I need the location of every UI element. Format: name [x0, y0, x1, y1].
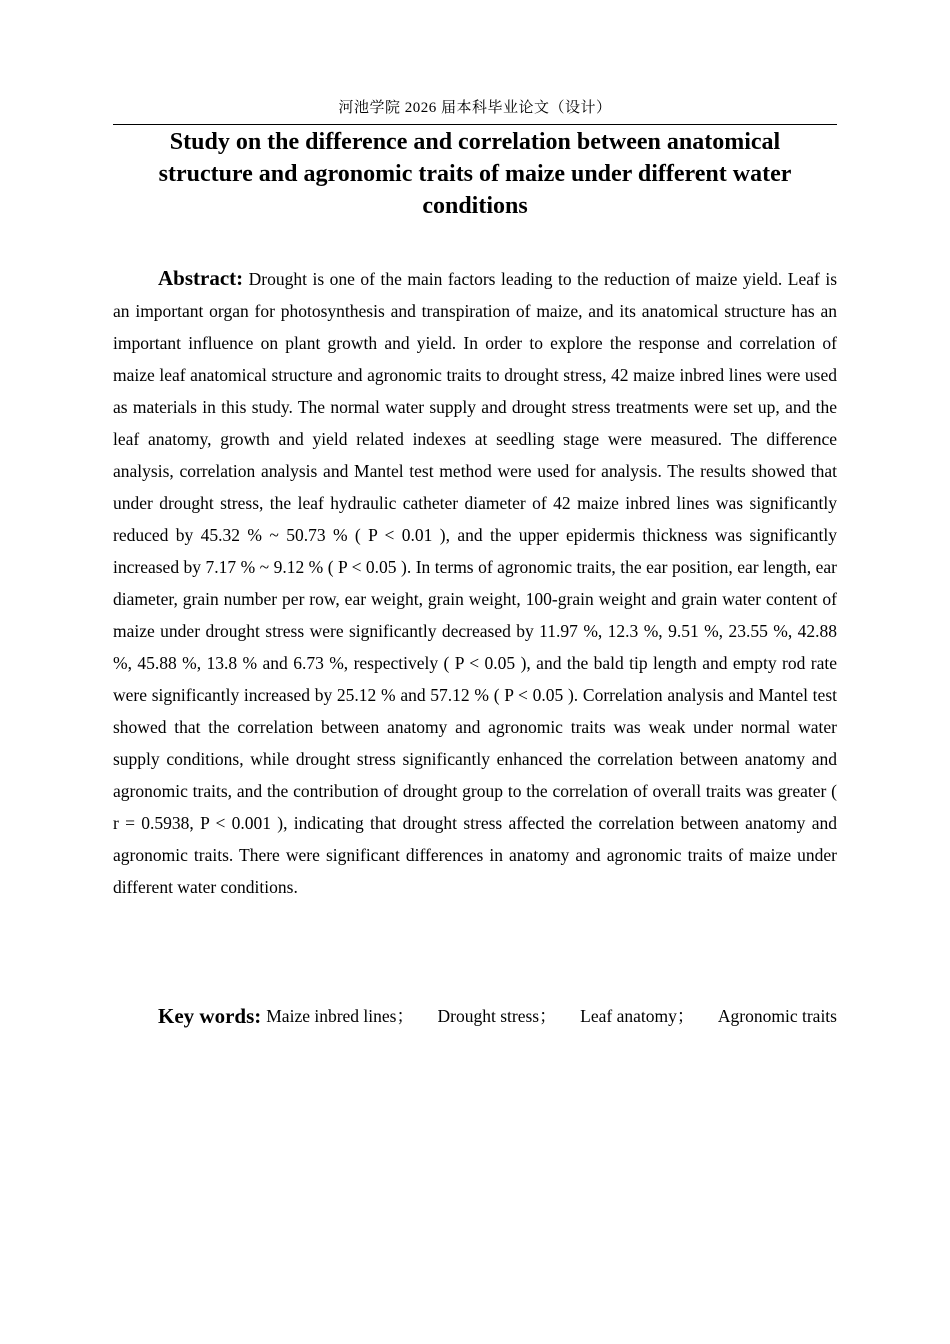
keyword-item: Agronomic traits	[717, 1006, 837, 1026]
keyword-item: Maize inbred lines；	[266, 1006, 414, 1026]
abstract-text: Drought is one of the main factors leading to the reduction of maize yield. Leaf is an important organ for photosynthesis and transpiration of maize, and its anatomical structure has an important influence on plant growth and yield. In order to explore the response and correlation of maize leaf anatomical structure and agronomic traits to drought stress, 42 maize inbred lines were used as materials in this study. The normal water supply and drought stress treatments were set up, and the leaf anatomy, growth and yield related indexes at seedling stage were measured. The difference analysis, correlation analysis and Mantel test method were used for analysis. The results showed that under drought stress, the leaf hydraulic catheter diameter of 42 maize inbred lines was significantly reduced by 45.32 % ~ 50.73 % ( P < 0.01 ), and the upper epidermis thickness was significantly increased by 7.17 % ~ 9.12 % ( P < 0.05 ). In terms of agronomic traits, the ear position, ear length, ear diameter, grain number per row, ear weight, grain weight, 100-grain weight and grain water content of maize under drought stress were significantly decreased by 11.97 %, 12.3 %, 9.51 %, 23.55 %, 42.88 %, 45.88 %, 13.8 % and 6.73 %, respectively ( P < 0.05 ), and the bald tip length and empty rod rate were significantly increased by 25.12 % and 57.12 % ( P < 0.05 ). Correlation analysis and Mantel test showed that the correlation between anatomy and agronomic traits was weak under normal water supply conditions, while drought stress significantly enhanced the correlation between anatomy and agronomic traits, and the contribution of drought group to the correlation of overall traits was greater ( r = 0.5938, P < 0.001 ), indicating that drought stress affected the correlation between anatomy and agronomic traits. There were significant differences in anatomy and agronomic traits of maize under different water conditions.	[113, 269, 837, 897]
title-line-3: conditions	[422, 193, 528, 219]
keywords-label: Key words:	[158, 1004, 262, 1028]
keywords-line	[113, 1000, 837, 1032]
paper-title	[113, 126, 837, 222]
title-line-1: Study on the difference and correlation between anatomical	[169, 129, 781, 155]
running-header: 河池学院 2026 届本科毕业论文（设计）	[338, 100, 612, 116]
header-rule	[113, 124, 837, 125]
title-line-2: structure and agronomic traits of maize under different water	[158, 161, 792, 187]
keyword-item: Leaf anatomy；	[580, 1006, 695, 1026]
keyword-item: Drought stress；	[437, 1006, 557, 1026]
abstract-paragraph	[113, 262, 837, 903]
abstract-label: Abstract:	[158, 266, 244, 290]
keywords-label-group	[158, 1000, 414, 1032]
